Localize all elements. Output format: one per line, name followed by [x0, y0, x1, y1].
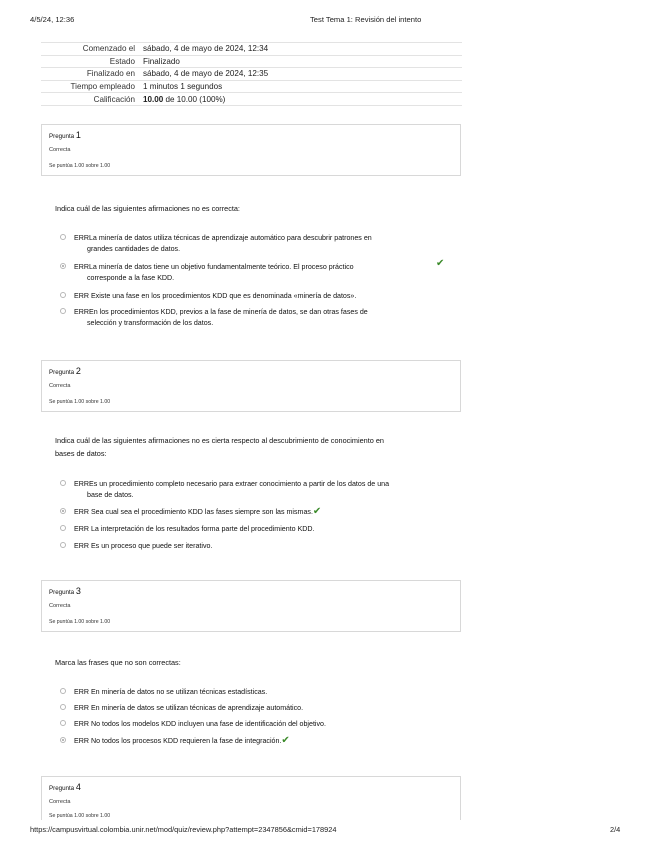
- grade-total: de 10.00 (100%): [163, 94, 226, 104]
- answer-text: ERR La interpretación de los resultados forma parte del procedimiento KDD.: [74, 525, 315, 533]
- summary-value: sábado, 4 de mayo de 2024, 12:35: [139, 68, 462, 81]
- summary-value: 1 minutos 1 segundos: [139, 80, 462, 93]
- summary-row: [41, 93, 462, 106]
- answer-text: ERR Existe una fase en los procedimientos KDD que es denominada «minería de datos».: [74, 292, 357, 300]
- question-state: Correcta: [49, 799, 71, 805]
- question-text: Indica cuál de las siguientes afirmaciones no es correcta:: [55, 204, 240, 213]
- print-title: Test Tema 1: Revisión del intento: [310, 15, 422, 24]
- answer-text: ERRLa minería de datos tiene un objetivo fundamentalmente teórico. El proceso práctico: [74, 263, 354, 271]
- question-text: Marca las frases que no son correctas:: [55, 658, 181, 667]
- answer-text: ERRLa minería de datos utiliza técnicas de aprendizaje automático para descubrir patrones en: [74, 234, 372, 242]
- answer-text-cont: base de datos.: [87, 491, 134, 499]
- page-number: 2/4: [610, 825, 621, 834]
- summary-label: Comenzado el: [41, 43, 139, 56]
- summary-label: Tiempo empleado: [41, 80, 139, 93]
- answer-text: ERR No todos los modelos KDD incluyen una fase de identificación del objetivo.: [74, 720, 326, 728]
- check-icon: ✔: [281, 735, 290, 746]
- question-text: Indica cuál de las siguientes afirmaciones no es cierta respecto al descubrimiento de conocimiento en bases de datos:: [55, 436, 384, 458]
- page-url: https://campusvirtual.colombia.unir.net/mod/quiz/review.php?attempt=2347856&cmid=178924: [30, 825, 337, 834]
- question-grade: Se puntúa 1.00 sobre 1.00: [49, 813, 111, 819]
- question-number: Pregunta 3: [49, 586, 81, 596]
- question-info-4: [41, 776, 461, 820]
- radio-icon[interactable]: [60, 720, 66, 726]
- radio-icon[interactable]: [60, 480, 66, 486]
- radio-icon[interactable]: [60, 234, 66, 240]
- attempt-summary-table: [41, 42, 462, 106]
- radio-icon[interactable]: [60, 308, 66, 314]
- answer-text: ERR No todos los procesos KDD requieren la fase de integración.✔: [74, 735, 290, 746]
- print-date: 4/5/24, 12:36: [30, 15, 75, 24]
- question-grade: Se puntúa 1.00 sobre 1.00: [49, 399, 111, 405]
- question-state: Correcta: [49, 603, 71, 609]
- radio-icon[interactable]: [60, 688, 66, 694]
- question-state: Correcta: [49, 147, 71, 153]
- question-number: Pregunta 4: [49, 782, 81, 792]
- summary-value: sábado, 4 de mayo de 2024, 12:34: [139, 43, 462, 56]
- summary-label: Estado: [41, 55, 139, 68]
- radio-icon[interactable]: [60, 292, 66, 298]
- summary-row: [41, 80, 462, 93]
- question-grade: Se puntúa 1.00 sobre 1.00: [49, 163, 111, 169]
- question-state: Correcta: [49, 383, 71, 389]
- question-number: Pregunta 1: [49, 130, 81, 140]
- summary-value: [139, 93, 462, 106]
- summary-row: [41, 68, 462, 81]
- answer-text-cont: corresponde a la fase KDD.: [87, 274, 175, 282]
- summary-row: [41, 55, 462, 68]
- answer-text: ERR Sea cual sea el procedimiento KDD las fases siempre son las mismas.✔: [74, 506, 322, 517]
- answer-text-cont: selección y transformación de los datos.: [87, 319, 214, 327]
- radio-icon[interactable]: [60, 737, 66, 743]
- radio-icon[interactable]: [60, 263, 66, 269]
- question-info-3: [41, 580, 461, 632]
- answer-text-cont: grandes cantidades de datos.: [87, 245, 181, 253]
- grade-value: 10.00: [143, 94, 164, 104]
- summary-value: Finalizado: [139, 55, 462, 68]
- radio-icon[interactable]: [60, 542, 66, 548]
- radio-icon[interactable]: [60, 508, 66, 514]
- summary-row: [41, 43, 462, 56]
- answer-text: ERREn los procedimientos KDD, previos a la fase de minería de datos, se dan otras fases de: [74, 308, 368, 316]
- question-number: Pregunta 2: [49, 366, 81, 376]
- summary-label: Calificación: [41, 93, 139, 106]
- radio-icon[interactable]: [60, 704, 66, 710]
- question-grade: Se puntúa 1.00 sobre 1.00: [49, 619, 111, 625]
- summary-label: Finalizado en: [41, 68, 139, 81]
- radio-icon[interactable]: [60, 525, 66, 531]
- answer-text: ERR Es un proceso que puede ser iterativo.: [74, 542, 213, 550]
- answer-text: ERREs un procedimiento completo necesario para extraer conocimiento a partir de los datos de una: [74, 480, 390, 488]
- question-info-2: [41, 360, 461, 412]
- check-icon: ✔: [436, 258, 445, 269]
- check-icon: ✔: [312, 506, 322, 517]
- answer-text: ERR En minería de datos se utilizan técnicas de aprendizaje automático.: [74, 704, 304, 712]
- answer-text: ERR En minería de datos no se utilizan técnicas estadísticas.: [74, 688, 268, 696]
- question-info-1: [41, 124, 461, 176]
